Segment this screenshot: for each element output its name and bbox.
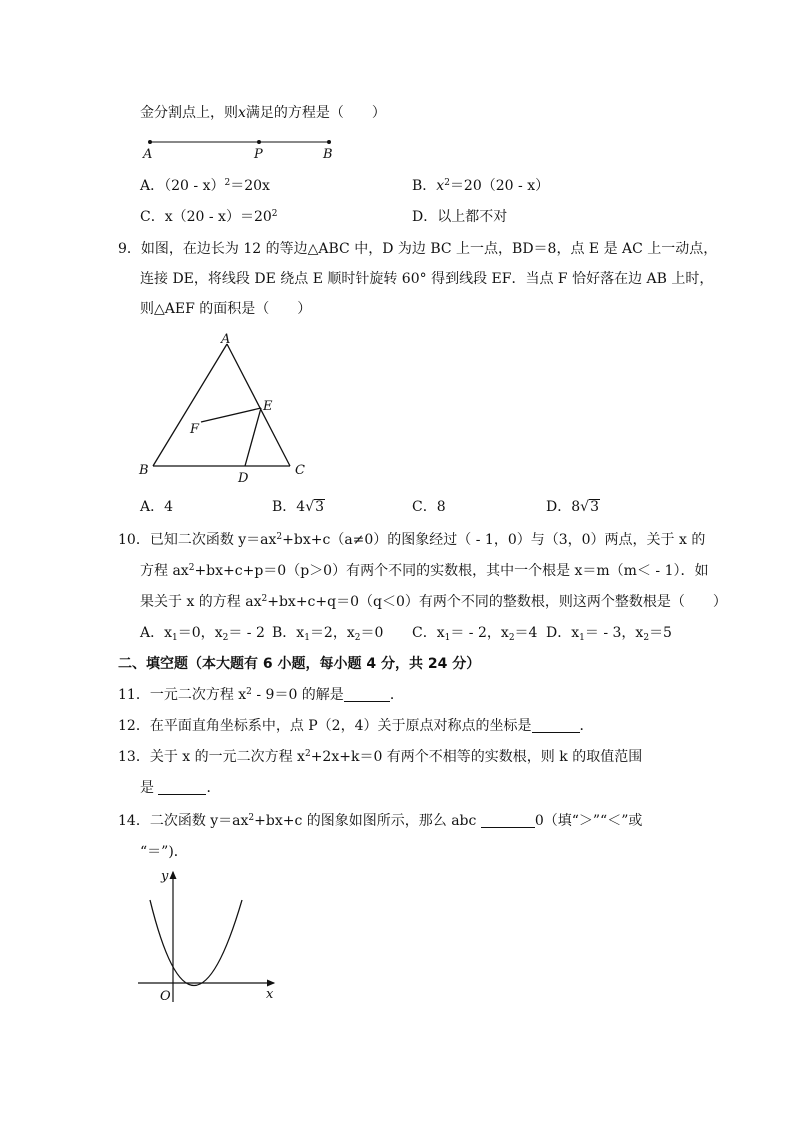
q8-option-b[interactable] xyxy=(412,177,549,195)
label-b: B xyxy=(139,463,149,478)
q10-option-c[interactable] xyxy=(412,624,537,642)
var: x xyxy=(346,625,355,641)
option-text: （20 - x） xyxy=(164,178,225,194)
exponent: 2 xyxy=(224,178,231,188)
q8-var-x: x xyxy=(238,105,246,121)
section-heading: 二、填空题（本大题有 6 小题，每小题 4 分，共 24 分） xyxy=(118,656,481,672)
text: 14．二次函数 y＝ax xyxy=(118,813,249,829)
text: 10．已知二次函数 y＝ax xyxy=(118,532,277,548)
answer-blank[interactable] xyxy=(344,687,390,702)
option-text: 4 xyxy=(164,499,174,515)
value: ＝2， xyxy=(309,625,347,641)
q14-parabola-figure xyxy=(132,866,292,1006)
option-key: B． xyxy=(272,499,297,515)
option-text: 8 xyxy=(436,499,446,515)
exponent: 2 xyxy=(304,749,311,759)
option-key: D． xyxy=(546,625,572,641)
option-text: ＝20（20 - x） xyxy=(449,178,550,194)
q9-option-b[interactable] xyxy=(272,498,325,516)
parabola-curve xyxy=(150,900,242,986)
value: ＝ - 3， xyxy=(584,625,636,641)
q14-line-1 xyxy=(118,812,642,830)
label-c: C xyxy=(295,463,305,478)
q9-line-2: 连接 DE，将线段 DE 绕点 E 顺时针旋转 60° 得到线段 EF．当点 F 恰好落在边 AB 上时， xyxy=(140,271,714,287)
option-key: B． xyxy=(412,178,437,194)
exponent: 2 xyxy=(188,563,195,573)
option-text: ＝20x xyxy=(230,178,270,194)
q9-option-a[interactable] xyxy=(140,498,173,516)
text: +2x+k＝0 有两个不相等的实数根，则 k 的取值范围 xyxy=(310,749,643,765)
q8-option-a[interactable] xyxy=(140,177,270,195)
exponent: 2 xyxy=(276,532,283,542)
radicand: 3 xyxy=(315,499,325,515)
subscript: 2 xyxy=(222,633,229,643)
point-b xyxy=(327,140,331,144)
q9-option-c[interactable] xyxy=(412,498,446,516)
point-p xyxy=(257,140,261,144)
label-f: F xyxy=(190,422,200,437)
exponent: 2 xyxy=(444,178,450,188)
q8-text-a: 金分割点上，则 xyxy=(140,105,238,121)
label-p: P xyxy=(254,147,263,162)
option-key: C． xyxy=(412,499,437,515)
text: 12．在平面直角坐标系中，点 P（2，4）关于原点对称点的坐标是 xyxy=(118,718,532,734)
exponent: 2 xyxy=(271,209,278,219)
value: ＝0 xyxy=(360,625,384,641)
var: x xyxy=(635,625,644,641)
option-var: x xyxy=(436,178,445,194)
q14-line-2: “＝”)． xyxy=(140,844,188,860)
exponent: 2 xyxy=(261,594,268,604)
answer-blank[interactable] xyxy=(481,813,535,828)
q10-line-1 xyxy=(118,531,705,549)
text: 0（填“＞”“＜”或 xyxy=(534,813,643,829)
q8-option-d[interactable] xyxy=(412,208,507,226)
var: x xyxy=(500,625,509,641)
q8-segment-figure xyxy=(138,136,338,162)
value: ＝ - 2， xyxy=(450,625,501,641)
text: 11．一元二次方程 x xyxy=(118,687,247,703)
subscript: 1 xyxy=(304,633,310,643)
option-key: C． xyxy=(412,625,437,641)
option-key: A． xyxy=(140,625,165,641)
subscript: 1 xyxy=(172,633,178,643)
text: +bx+c 的图象如图所示，那么 abc xyxy=(254,813,481,829)
value: ＝0， xyxy=(177,625,215,641)
q9-line-1: 9．如图，在边长为 12 的等边△ABC 中，D 为边 BC 上一点，BD＝8，点 E 是 AC 上一动点， xyxy=(118,241,718,257)
value: ＝ - 2 xyxy=(228,625,265,641)
option-coef: 8 xyxy=(571,499,581,515)
q8-stem-tail xyxy=(140,104,386,122)
text: ． xyxy=(206,780,221,796)
label-e: E xyxy=(263,399,273,414)
exponent: 2 xyxy=(248,813,255,823)
text: 方程 ax xyxy=(140,563,189,579)
sqrt-sign: √ xyxy=(580,499,590,515)
q11-line xyxy=(118,686,404,704)
subscript: 2 xyxy=(508,633,515,643)
option-key: C． xyxy=(140,209,165,225)
q10-line-2 xyxy=(140,562,709,580)
q8-text-b: 满足的方程是（ ） xyxy=(245,105,386,121)
q9-option-d[interactable] xyxy=(546,498,600,516)
q9-line-3: 则△AEF 的面积是（ ） xyxy=(140,301,312,317)
option-key: D． xyxy=(546,499,572,515)
subscript: 1 xyxy=(444,633,451,643)
q9-triangle-figure xyxy=(130,330,320,490)
subscript: 1 xyxy=(579,633,585,643)
q13-line-2 xyxy=(140,779,220,797)
text: - 9＝0 的解是 xyxy=(251,687,344,703)
option-coef: 4 xyxy=(296,499,306,515)
q10-option-b[interactable] xyxy=(272,624,383,642)
q10-option-d[interactable] xyxy=(546,624,672,642)
text: +bx+c+q＝0（q＜0）有两个不同的整数根，则这两个整数根是（ ） xyxy=(267,594,727,610)
var: x xyxy=(436,625,445,641)
q13-line-1 xyxy=(118,748,642,766)
option-key: A． xyxy=(140,499,165,515)
option-text: x（20 - x）＝20 xyxy=(164,209,272,225)
value: ＝5 xyxy=(649,625,672,641)
option-key: D． xyxy=(412,209,438,225)
answer-blank[interactable] xyxy=(532,718,580,733)
subscript: 2 xyxy=(354,633,361,643)
label-origin: O xyxy=(160,989,171,1004)
text: ． xyxy=(579,718,594,734)
q10-option-a[interactable] xyxy=(140,624,265,642)
text: +bx+c+p＝0（p＞0）有两个不同的实数根，其中一个根是 x＝m（m＜ - 1）．如 xyxy=(194,563,709,579)
text: 13．关于 x 的一元二次方程 x xyxy=(118,749,305,765)
label-b: B xyxy=(323,147,333,162)
var: x xyxy=(164,625,173,641)
var: x xyxy=(296,625,305,641)
option-key: B． xyxy=(272,625,297,641)
answer-blank[interactable] xyxy=(158,780,206,795)
radicand: 3 xyxy=(590,499,599,515)
q10-line-3 xyxy=(140,593,727,611)
var: x xyxy=(214,625,223,641)
text: +bx+c（a≠0）的图象经过（ - 1，0）与（3，0）两点，关于 x 的 xyxy=(282,532,706,548)
text: 是 xyxy=(140,780,159,796)
option-text: 以上都不对 xyxy=(437,209,508,225)
q8-option-c[interactable] xyxy=(140,208,278,226)
label-a: A xyxy=(221,332,231,347)
sqrt-sign: √ xyxy=(305,499,315,515)
text: ． xyxy=(389,687,404,703)
text: 果关于 x 的方程 ax xyxy=(140,594,262,610)
label-a: A xyxy=(143,147,153,162)
label-y: y xyxy=(161,869,169,884)
option-key: A． xyxy=(140,178,165,194)
value: ＝4 xyxy=(514,625,538,641)
exponent: 2 xyxy=(246,687,252,697)
subscript: 2 xyxy=(643,633,650,643)
label-d: D xyxy=(238,471,249,486)
label-x: x xyxy=(266,987,274,1002)
point-a xyxy=(148,140,152,144)
var: x xyxy=(571,625,580,641)
q12-line xyxy=(118,717,594,735)
